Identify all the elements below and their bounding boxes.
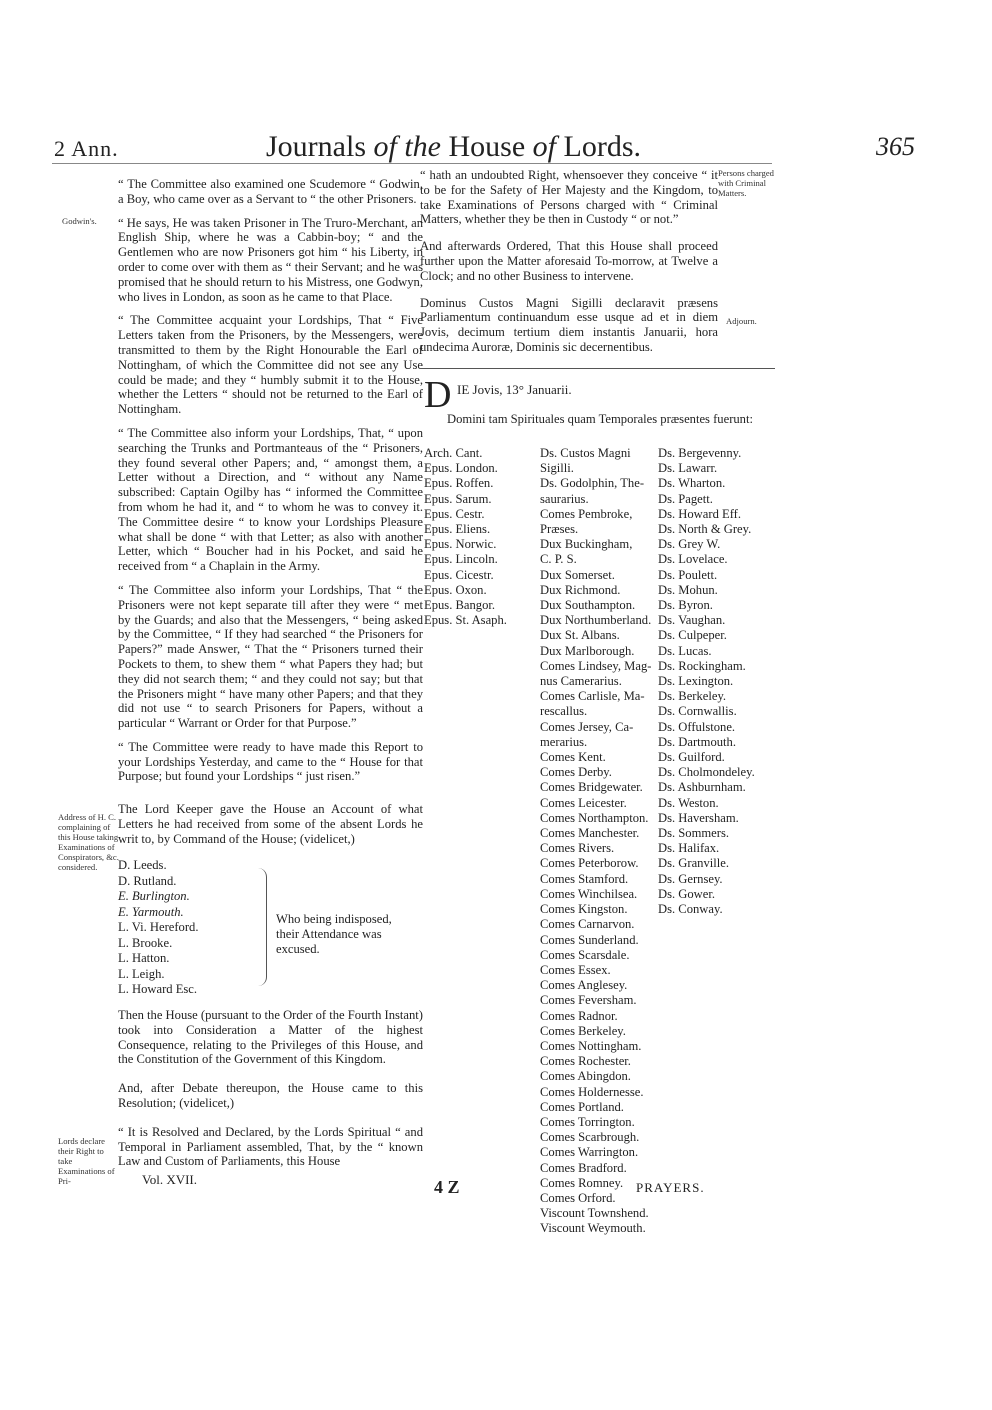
list-item: Ds. Offulstone.: [658, 719, 736, 734]
list-item: Comes Winchilsea.: [540, 886, 638, 901]
drop-cap: D: [424, 374, 452, 416]
list-item: Ds. Granville.: [658, 856, 729, 871]
list-item: Ds. Guilford.: [658, 750, 725, 765]
list-item: Præses.: [540, 522, 579, 537]
header-rule: [52, 163, 772, 164]
list-item: L. Brooke.: [118, 935, 173, 950]
list-item: Dux Southampton.: [540, 598, 636, 613]
list-item: Comes Kent.: [540, 750, 606, 765]
list-item: Ds. Byron.: [658, 598, 713, 613]
list-item: Comes Peterborow.: [540, 856, 639, 871]
list-item: Ds. Gernsey.: [658, 871, 723, 886]
list-item: Dux Northumberland.: [540, 613, 652, 628]
absent-lords-list: [118, 858, 199, 998]
title-word: of: [532, 130, 556, 163]
list-item: Comes Carnarvon.: [540, 917, 635, 932]
list-item: Epus. Sarum.: [424, 491, 492, 506]
brace-text: Who being indisposed, their Attendance was excused.: [276, 912, 392, 956]
list-item: Ds. Rockingham.: [658, 658, 746, 673]
list-item: Epus. St. Asaph.: [424, 613, 507, 628]
list-item: Comes Essex.: [540, 962, 611, 977]
list-item: Comes Portland.: [540, 1099, 624, 1114]
paragraph: “ The Committee acquaint your Lordships, That “ Five Letters taken from the Prisoners, by the Messengers, were transmitted to them by the Right Honourable the Earl of Nottingham, of which the Committee did not see any Use could be made; and they “ humbly submit it to the House, whether the Letters “ should not be returned to the Earl of Nottingham.: [118, 313, 423, 417]
list-item: Ds. Gower.: [658, 886, 716, 901]
list-item: Comes Rivers.: [540, 841, 615, 856]
list-item: Comes Bradford.: [540, 1160, 627, 1175]
list-item: Ds. Conway.: [658, 902, 723, 917]
list-item: Comes Berkeley.: [540, 1023, 626, 1038]
list-item: Ds. Bergevenny.: [658, 446, 742, 460]
list-item: Comes Jersey, Ca-: [540, 719, 634, 734]
list-item: Epus. Cicestr.: [424, 567, 494, 582]
list-item: Comes Abingdon.: [540, 1069, 631, 1084]
list-item: Comes Leicester.: [540, 795, 627, 810]
list-item: Ds. Howard Eff.: [658, 506, 742, 521]
list-item: Comes Carlisle, Ma-: [540, 689, 645, 704]
list-item: Epus. Oxon.: [424, 582, 487, 597]
list-item: Ds. Culpeper.: [658, 628, 727, 643]
paragraph: “ The Committee also inform your Lordships, That “ the Prisoners were not kept separate till after they were “ met by the Guards; and also that the Messengers, “ being asked by the Committee, “ If they had searched “ the Prisoners for Papers?” made Answer, “ That the “ Prisoners turned their Pockets to them, to shew them “ what Papers they had; but they did not search them; “ and they could not say; but that the Prisoners might “ have many other Papers; and that they did not use “ to search Prisoners for Papers, without a particular “ Warrant or Order for that Purpose.”: [118, 582, 423, 731]
paragraph: And, after Debate thereupon, the House came to this Resolution; (videlicet,): [118, 1081, 423, 1110]
list-item: D. Leeds.: [118, 858, 167, 872]
catchword: PRAYERS.: [636, 1180, 705, 1195]
list-item: rescallus.: [540, 704, 588, 719]
margin-note: Adjourn.: [726, 316, 757, 326]
list-item: Comes Stamford.: [540, 871, 629, 886]
list-item: Ds. Berkeley.: [658, 689, 727, 704]
list-item: L. Howard Esc.: [118, 982, 198, 996]
list-item: Comes Torrington.: [540, 1114, 635, 1129]
list-item: Ds. Lawarr.: [658, 461, 718, 476]
list-item: Comes Rochester.: [540, 1054, 631, 1069]
list-item: nus Camerarius.: [540, 674, 622, 689]
title-word: Journals: [266, 130, 366, 163]
list-item: Comes Kingston.: [540, 902, 628, 917]
running-head-left: 2 Ann.: [54, 136, 119, 161]
list-item: Comes Holdernesse.: [540, 1084, 644, 1099]
attendance-heading: Domini tam Spirituales quam Temporales præsentes fuerunt:: [447, 412, 753, 426]
paragraph: The Lord Keeper gave the House an Account of what Letters he had received from some of the absent Lords he writ to, by Command of the House; (videlicet,): [118, 802, 423, 846]
list-item: Dux Buckingham,: [540, 537, 633, 552]
list-item: Comes Nottingham.: [540, 1038, 642, 1053]
list-item: Ds. Lovelace.: [658, 552, 728, 567]
paragraph: “ The Committee also examined one Scudemore “ Godwin, a Boy, who came over as a Servant to “ the other Prisoners.: [118, 177, 423, 206]
section-divider: [420, 368, 775, 369]
list-item: Epus. Eliens.: [424, 522, 491, 537]
list-item: E. Yarmouth.: [118, 904, 184, 919]
list-item: Dux Richmond.: [540, 582, 621, 597]
title-word: of: [373, 130, 397, 163]
date-heading: IE Jovis, 13° Januarii.: [457, 382, 572, 397]
list-item: Comes Radnor.: [540, 1008, 618, 1023]
list-item: Comes Scarsdale.: [540, 947, 630, 962]
paragraph: Then the House (pursuant to the Order of the Fourth Instant) took into Consideration a Matter of the highest Consequence, relating to the Privileges of this House, and the Constitution of the Government of this Kingdom.: [118, 1008, 423, 1067]
running-head-title: [266, 130, 641, 164]
list-item: Ds. Poulett.: [658, 567, 718, 582]
brace: [258, 868, 267, 986]
list-item: Ds. Cornwallis.: [658, 704, 737, 719]
list-item: Sigilli.: [540, 461, 574, 476]
bishops-list: [424, 446, 507, 628]
list-item: Ds. Godolphin, The-: [540, 476, 645, 491]
list-item: Epus. London.: [424, 461, 498, 476]
paragraph: “ It is Resolved and Declared, by the Lords Spiritual “ and Temporal in Parliament assembled, That, by the “ known Law and Custom of Parliaments, this House: [118, 1124, 423, 1169]
list-item: Epus. Cestr.: [424, 506, 485, 521]
list-item: D. Rutland.: [118, 873, 177, 888]
list-item: Ds. Ashburnham.: [658, 780, 746, 795]
list-item: Comes Romney.: [540, 1175, 624, 1190]
margin-note: Persons charged with Criminal Matters.: [718, 168, 774, 198]
title-word: House: [448, 130, 526, 163]
paragraph: “ The Committee also inform your Lordships, That, “ upon searching the Trunks and Portmanteaus of the “ Prisoners, they found several other Papers; and, “ amongst them, a Letter without a Direction, and “ without any Name subscribed: Captain Ogilby has “ informed the Committee from whom he had it, and “ to whom he was to convey it. The Committee desire “ to know your Lordships Pleasure what shall be done “ with that Letter; as also with another Letter, which “ Boucher had in his Pocket, and said he received from “ a Chaplain in the Army.: [118, 425, 423, 574]
paragraph: Dominus Custos Magni Sigilli declaravit præsens Parliamentum continuandum esse usque ad et in diem Jovis, decimum tertium diem instantis Januarii, hora undecima Auroræ, Dominis sic decernentibus.: [420, 295, 718, 354]
list-item: Viscount Townshend.: [540, 1206, 649, 1221]
list-item: L. Leigh.: [118, 966, 165, 981]
list-item: Ds. Pagett.: [658, 491, 713, 506]
list-item: Viscount Weymouth.: [540, 1221, 646, 1236]
list-item: Ds. Dartmouth.: [658, 734, 737, 749]
list-item: Comes Warrington.: [540, 1145, 639, 1160]
list-item: Comes Sunderland.: [540, 932, 639, 947]
list-item: Comes Manchester.: [540, 826, 640, 841]
barons-list: [658, 446, 755, 917]
list-item: Epus. Norwic.: [424, 537, 497, 552]
list-item: Dux St. Albans.: [540, 628, 620, 643]
peers-list: [540, 446, 651, 1237]
list-item: Ds. Grey W.: [658, 537, 721, 552]
list-item: C. P. S.: [540, 552, 577, 567]
list-item: Ds. Mohun.: [658, 582, 718, 597]
margin-note: Lords declare their Right to take Examinations of Pri-: [58, 1136, 115, 1186]
list-item: saurarius.: [540, 491, 589, 506]
list-item: L. Vi. Hereford.: [118, 920, 199, 934]
list-item: Ds. Lucas.: [658, 643, 712, 658]
margin-note: Address of H. C. complaining of this House taking Examinations of Conspirators, &c. considered.: [58, 812, 119, 872]
left-column: [118, 177, 423, 856]
right-column: [420, 168, 718, 364]
paragraph: “ hath an undoubted Right, whensoever they conceive “ it to be for the Safety of Her Majesty and the Kingdom, to take Examinations of Persons charged with “ Criminal Matters, whether they be then in Custody “ or not.”: [420, 168, 718, 227]
list-item: Comes Scarbrough.: [540, 1130, 640, 1145]
list-item: Comes Derby.: [540, 765, 612, 780]
list-item: Ds. North & Grey.: [658, 522, 752, 537]
list-item: Comes Feversham.: [540, 993, 637, 1008]
list-item: Epus. Roffen.: [424, 476, 494, 491]
list-item: Comes Orford.: [540, 1190, 616, 1205]
list-item: Ds. Weston.: [658, 795, 719, 810]
list-item: Epus. Lincoln.: [424, 552, 498, 567]
list-item: Arch. Cant.: [424, 446, 483, 460]
list-item: Dux Marlborough.: [540, 643, 635, 658]
list-item: Ds. Sommers.: [658, 826, 730, 841]
list-item: Comes Pembroke,: [540, 506, 633, 521]
list-item: Ds. Lexington.: [658, 674, 734, 689]
title-word: the: [404, 130, 441, 163]
list-item: Comes Northampton.: [540, 810, 649, 825]
list-item: Epus. Bangor.: [424, 598, 496, 613]
paragraph: “ The Committee were ready to have made this Report to your Lordships Yesterday, and came to the “ House for that Purpose; but found your Lordships “ just risen.”: [118, 739, 423, 784]
list-item: E. Burlington.: [118, 889, 190, 903]
volume-label: Vol. XVII.: [142, 1172, 198, 1187]
list-item: Dux Somerset.: [540, 567, 615, 582]
list-item: merarius.: [540, 734, 588, 749]
list-item: Ds. Cholmondeley.: [658, 765, 755, 780]
paragraph: And afterwards Ordered, That this House shall proceed further upon the Matter aforesaid To-morrow, at Twelve a Clock; and no other Business to intervene.: [420, 239, 718, 283]
list-item: Ds. Vaughan.: [658, 613, 726, 628]
list-item: Comes Anglesey.: [540, 978, 628, 993]
list-item: Ds. Haversham.: [658, 810, 739, 825]
page-number: 365: [876, 132, 915, 161]
title-word: Lords.: [563, 130, 641, 163]
margin-note: Godwin's.: [62, 216, 97, 226]
paragraph: “ He says, He was taken Prisoner in The Truro-Merchant, an English Ship, where he was a Cabbin-boy; “ and the Gentlemen who are now Prisoners got him “ his Liberty, in order to come over with them as “ their Servant; and he was promised that he should return to his Mistress, one Godwyn, who lives in London, as soon as he came to that Place.: [118, 215, 423, 304]
list-item: L. Hatton.: [118, 951, 170, 965]
left-column-lower: [118, 1008, 423, 1178]
list-item: Comes Lindsey, Mag-: [540, 658, 652, 673]
list-item: Comes Bridgewater.: [540, 780, 643, 795]
signature-mark: 4 Z: [434, 1177, 460, 1197]
list-item: Ds. Wharton.: [658, 476, 726, 491]
list-item: Ds. Custos Magni: [540, 446, 631, 460]
list-item: Ds. Halifax.: [658, 841, 720, 856]
